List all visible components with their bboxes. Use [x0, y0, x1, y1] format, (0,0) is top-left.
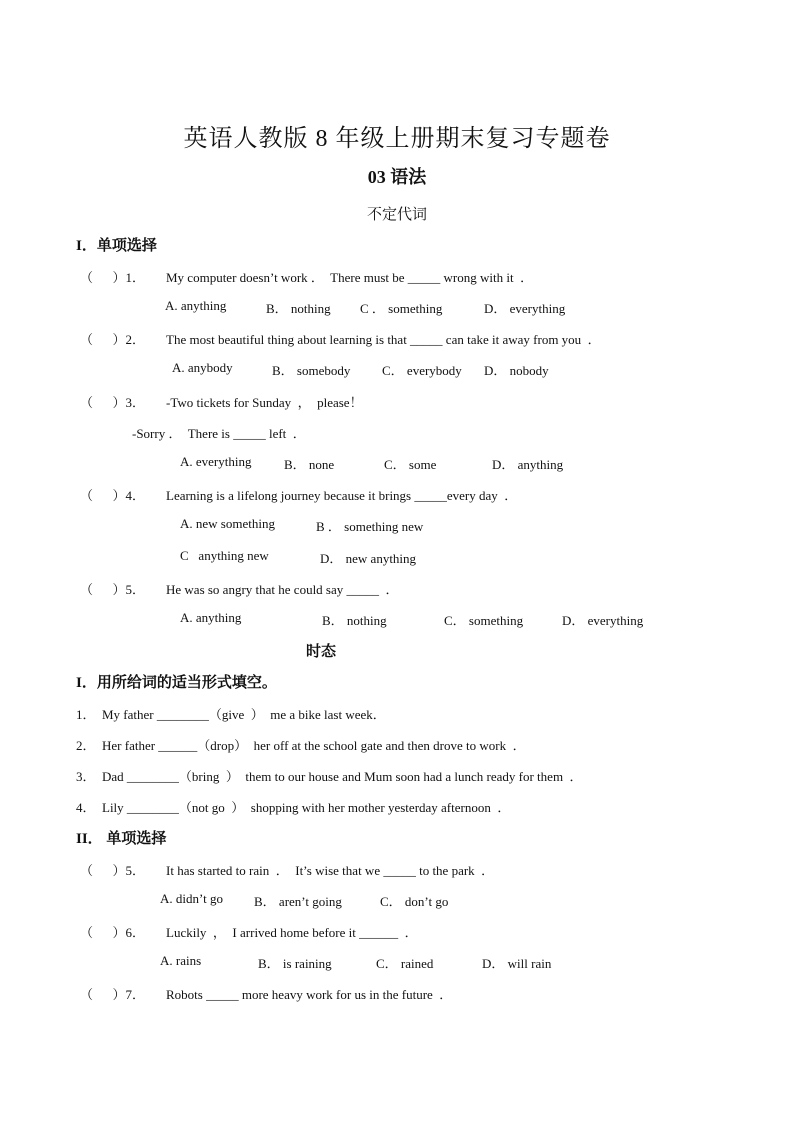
section-heading: I．单项选择	[76, 238, 157, 254]
option-b: B． is raining	[258, 956, 332, 971]
option-d: D． everything	[484, 301, 566, 316]
answer-paren: （ ）1．	[80, 270, 146, 285]
question-stem: It has started to rain ． It’s wise that we _____ to the park ．	[166, 863, 495, 878]
option-a: A. anything	[180, 610, 242, 625]
option-a: A. anybody	[172, 360, 233, 375]
option-a: A. anything	[165, 298, 227, 313]
option-c: C． everybody	[382, 363, 462, 378]
section-heading: I．用所给词的适当形式填空。	[76, 675, 277, 691]
option-a: A. new something	[180, 516, 275, 531]
option-b: B ． something new	[316, 519, 424, 534]
section-heading: II． 单项选择	[76, 831, 167, 847]
option-d: D． nobody	[484, 363, 549, 378]
option-c: C． don’t go	[380, 894, 449, 909]
question-stem: Robots _____ more heavy work for us in the future ．	[166, 987, 453, 1002]
fill-in-item: 2． Her father ______（drop） her off at the school gate and then drove to work ．	[76, 738, 526, 753]
question-stem: My computer doesn’t work ． There must be _____ wrong with it ．	[166, 270, 534, 285]
answer-paren: （ ）6．	[80, 925, 146, 940]
page-subtitle: 03 语法	[367, 167, 427, 187]
option-c: C． rained	[376, 956, 434, 971]
question-stem: -Two tickets for Sunday ， please！	[166, 395, 363, 410]
question-stem: Learning is a lifelong journey because it brings _____every day ．	[166, 488, 518, 503]
option-c: C． something	[444, 613, 524, 628]
option-c: C． some	[384, 457, 437, 472]
question-stem: Luckily ， I arrived home before it ______ ．	[166, 925, 418, 940]
answer-paren: （ ）7．	[80, 987, 146, 1002]
answer-paren: （ ）2．	[80, 332, 146, 347]
option-d: D． anything	[492, 457, 564, 472]
option-d: D． new anything	[320, 551, 417, 566]
question-stem: The most beautiful thing about learning is that _____ can take it away from you ．	[166, 332, 601, 347]
option-b: B． none	[284, 457, 335, 472]
option-c: C anything new	[180, 548, 269, 563]
option-d: D． will rain	[482, 956, 552, 971]
fill-in-item: 4． Lily ________（not go ） shopping with her mother yesterday afternoon ．	[76, 800, 511, 815]
question-stem: He was so angry that he could say _____ ．	[166, 582, 399, 597]
option-a: A. rains	[160, 953, 202, 968]
answer-paren: （ ）3．	[80, 395, 146, 410]
option-a: A. everything	[180, 454, 252, 469]
topic-heading-tenses: 时态	[306, 644, 337, 660]
answer-paren: （ ）5．	[80, 863, 146, 878]
option-c: C ． something	[360, 301, 443, 316]
answer-paren: （ ）4．	[80, 488, 146, 503]
fill-in-item: 3． Dad ________（bring ） them to our house and Mum soon had a lunch ready for them ．	[76, 769, 583, 784]
topic-heading-indefinite-pronouns: 不定代词	[366, 207, 427, 223]
option-b: B． somebody	[272, 363, 351, 378]
fill-in-item: 1． My father ________（give ） me a bike last week．	[76, 707, 386, 722]
option-b: B． aren’t going	[254, 894, 342, 909]
option-a: A. didn’t go	[160, 891, 223, 906]
option-b: B． nothing	[322, 613, 387, 628]
page-title: 英语人教版 8 年级上册期末复习专题卷	[183, 126, 611, 152]
option-d: D． everything	[562, 613, 644, 628]
option-b: B． nothing	[266, 301, 331, 316]
question-stem-reply: -Sorry ． There is _____ left ．	[132, 426, 306, 441]
answer-paren: （ ）5．	[80, 582, 146, 597]
